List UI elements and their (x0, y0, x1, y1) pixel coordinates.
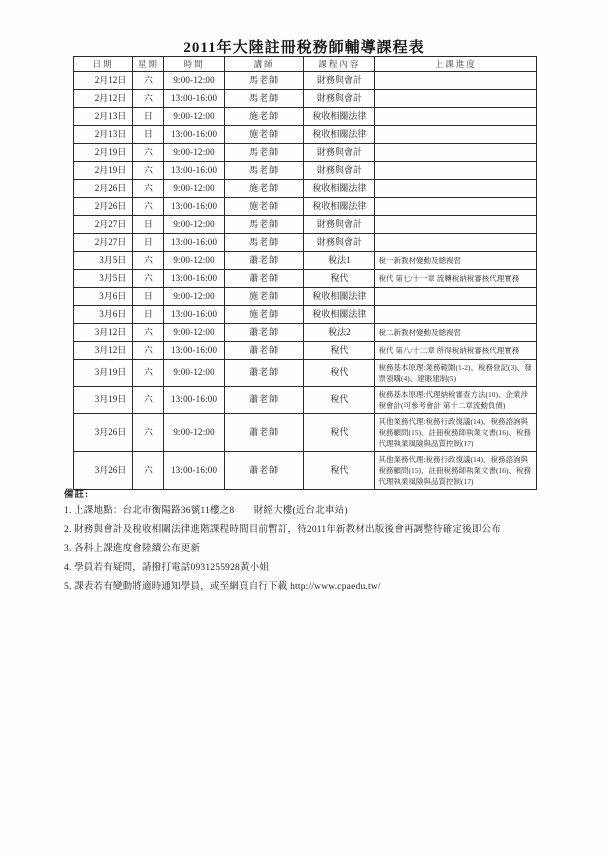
cell-day: 日 (133, 234, 164, 252)
cell-day: 六 (133, 324, 164, 342)
cell-progress (375, 306, 537, 324)
cell-time: 13:00-16:00 (164, 234, 224, 252)
cell-time: 9:00-12:00 (164, 414, 224, 452)
cell-day: 六 (133, 360, 164, 387)
cell-course: 稅收相關法律 (304, 306, 375, 324)
course-schedule-table (73, 56, 537, 490)
cell-teacher: 施老師 (224, 288, 304, 306)
cell-time: 13:00-16:00 (164, 452, 224, 490)
cell-teacher: 施老師 (224, 306, 304, 324)
cell-progress: 稅務基本原理:業務範圍(1-2)、稅務登記(3)、發票領購(4)、建賬建制(5) (375, 360, 537, 387)
cell-date: 2月19日 (74, 162, 133, 180)
table-row (74, 126, 537, 144)
cell-course: 稅收相關法律 (304, 288, 375, 306)
cell-time: 13:00-16:00 (164, 90, 224, 108)
table-row (74, 180, 537, 198)
cell-date: 2月12日 (74, 90, 133, 108)
cell-course: 稅代 (304, 414, 375, 452)
cell-progress (375, 72, 537, 90)
cell-time: 9:00-12:00 (164, 216, 224, 234)
cell-time: 13:00-16:00 (164, 162, 224, 180)
cell-time: 13:00-16:00 (164, 198, 224, 216)
table-row (74, 306, 537, 324)
table-row (74, 198, 537, 216)
table-row (74, 234, 537, 252)
cell-course: 稅收相關法律 (304, 108, 375, 126)
cell-teacher: 蕭老師 (224, 342, 304, 360)
document-title: 2011年大陸註冊稅務師輔導課程表 (183, 40, 425, 56)
cell-progress: 稅一新教材變動及總複習 (375, 252, 537, 270)
cell-teacher: 馬老師 (224, 90, 304, 108)
cell-day: 六 (133, 387, 164, 414)
cell-course: 財務與會計 (304, 90, 375, 108)
cell-course: 稅代 (304, 342, 375, 360)
table-header-row (74, 57, 537, 72)
cell-date: 2月27日 (74, 234, 133, 252)
cell-teacher: 施老師 (224, 198, 304, 216)
header-date: 日期 (74, 57, 133, 72)
cell-teacher: 馬老師 (224, 72, 304, 90)
cell-teacher: 蕭老師 (224, 252, 304, 270)
cell-day: 日 (133, 216, 164, 234)
cell-date: 3月12日 (74, 342, 133, 360)
cell-time: 13:00-16:00 (164, 270, 224, 288)
table-row (74, 216, 537, 234)
cell-time: 9:00-12:00 (164, 180, 224, 198)
cell-course: 稅代 (304, 452, 375, 490)
cell-day: 六 (133, 252, 164, 270)
cell-day: 六 (133, 452, 164, 490)
cell-time: 9:00-12:00 (164, 144, 224, 162)
cell-course: 財務與會計 (304, 216, 375, 234)
cell-progress: 稅二新教材變動及總複習 (375, 324, 537, 342)
cell-teacher: 蕭老師 (224, 387, 304, 414)
cell-day: 日 (133, 306, 164, 324)
notes-label: 備註: (64, 490, 90, 500)
cell-time: 9:00-12:00 (164, 288, 224, 306)
cell-time: 13:00-16:00 (164, 126, 224, 144)
note-item: 3. 各科上課進度會陸續公布更新 (64, 544, 201, 554)
cell-course: 稅收相關法律 (304, 180, 375, 198)
cell-date: 3月19日 (74, 360, 133, 387)
cell-progress: 稅代 第八/十二章 所得稅納稅審核代理實務 (375, 342, 537, 360)
table-row (74, 387, 537, 414)
cell-progress (375, 126, 537, 144)
cell-teacher: 蕭老師 (224, 452, 304, 490)
cell-date: 3月5日 (74, 270, 133, 288)
cell-date: 3月26日 (74, 414, 133, 452)
note-item: 4. 學員若有疑問，請撥打電話0931255928黃小姐 (64, 563, 270, 573)
cell-progress (375, 162, 537, 180)
cell-teacher: 蕭老師 (224, 360, 304, 387)
cell-course: 稅代 (304, 387, 375, 414)
table-row (74, 72, 537, 90)
cell-progress (375, 90, 537, 108)
cell-time: 13:00-16:00 (164, 342, 224, 360)
cell-day: 六 (133, 414, 164, 452)
cell-day: 六 (133, 180, 164, 198)
cell-time: 9:00-12:00 (164, 108, 224, 126)
cell-teacher: 馬老師 (224, 234, 304, 252)
cell-teacher: 馬老師 (224, 162, 304, 180)
cell-teacher: 施老師 (224, 108, 304, 126)
cell-course: 財務與會計 (304, 234, 375, 252)
table-row (74, 108, 537, 126)
cell-time: 9:00-12:00 (164, 360, 224, 387)
cell-teacher: 蕭老師 (224, 270, 304, 288)
cell-date: 3月12日 (74, 324, 133, 342)
schedule-table-body (74, 72, 537, 490)
cell-progress: 其他業務代理:稅務行政復議(14)、稅務諮詢與稅務顧問(15)、註冊稅務師執業文書(16)、稅務代理執業風險與品質控制(17) (375, 414, 537, 452)
cell-date: 3月19日 (74, 387, 133, 414)
cell-course: 財務與會計 (304, 72, 375, 90)
cell-day: 六 (133, 144, 164, 162)
header-day: 星期 (133, 57, 164, 72)
table-row (74, 144, 537, 162)
cell-teacher: 馬老師 (224, 216, 304, 234)
cell-date: 2月13日 (74, 126, 133, 144)
cell-time: 9:00-12:00 (164, 72, 224, 90)
header-time: 時間 (164, 57, 224, 72)
cell-day: 六 (133, 342, 164, 360)
cell-day: 日 (133, 126, 164, 144)
cell-teacher: 蕭老師 (224, 324, 304, 342)
cell-time: 13:00-16:00 (164, 306, 224, 324)
table-row (74, 414, 537, 452)
header-course: 課程內容 (304, 57, 375, 72)
cell-teacher: 馬老師 (224, 144, 304, 162)
cell-date: 2月13日 (74, 108, 133, 126)
cell-teacher: 施老師 (224, 180, 304, 198)
cell-course: 稅代 (304, 270, 375, 288)
cell-progress (375, 288, 537, 306)
cell-progress: 稅務基本原理:代理納稅審查方法(10)、企業涉稅會計(可參考會計 第十二章流動負債) (375, 387, 537, 414)
cell-progress (375, 198, 537, 216)
cell-progress (375, 144, 537, 162)
cell-day: 六 (133, 198, 164, 216)
notes-section (64, 486, 564, 600)
note-item: 2. 財務與會計及稅收相關法律進階課程時間目前暫訂，待2011年新教材出版後會再調整待確定後即公布 (64, 525, 501, 535)
cell-course: 稅代 (304, 360, 375, 387)
cell-day: 日 (133, 108, 164, 126)
note-item: 1. 上課地點：台北市衡陽路36號11樓之8 財經大樓(近台北車站) (64, 506, 348, 516)
cell-date: 2月12日 (74, 72, 133, 90)
cell-date: 2月26日 (74, 198, 133, 216)
cell-progress (375, 180, 537, 198)
cell-time: 9:00-12:00 (164, 324, 224, 342)
table-row (74, 360, 537, 387)
cell-time: 9:00-12:00 (164, 252, 224, 270)
cell-course: 稅收相關法律 (304, 198, 375, 216)
cell-progress (375, 234, 537, 252)
cell-time: 13:00-16:00 (164, 387, 224, 414)
table-row (74, 162, 537, 180)
cell-teacher: 蕭老師 (224, 414, 304, 452)
cell-date: 3月26日 (74, 452, 133, 490)
notes-list (64, 505, 564, 593)
table-row (74, 288, 537, 306)
header-teacher: 講師 (224, 57, 304, 72)
cell-teacher: 施老師 (224, 126, 304, 144)
cell-progress (375, 108, 537, 126)
cell-course: 稅法1 (304, 252, 375, 270)
cell-progress (375, 216, 537, 234)
table-row (74, 252, 537, 270)
cell-course: 財務與會計 (304, 162, 375, 180)
cell-progress: 稅代 第七/十一章 流轉稅納稅審核代理實務 (375, 270, 537, 288)
cell-course: 財務與會計 (304, 144, 375, 162)
cell-date: 2月26日 (74, 180, 133, 198)
cell-date: 3月6日 (74, 288, 133, 306)
table-row (74, 342, 537, 360)
cell-course: 稅收相關法律 (304, 126, 375, 144)
table-row (74, 324, 537, 342)
cell-day: 六 (133, 72, 164, 90)
cell-date: 3月5日 (74, 252, 133, 270)
cell-progress: 其他業務代理:稅務行政復議(14)、稅務諮詢與稅務顧問(15)、註冊稅務師執業文書(16)、稅務代理執業風險與品質控制(17) (375, 452, 537, 490)
cell-day: 六 (133, 90, 164, 108)
table-row (74, 452, 537, 490)
cell-day: 日 (133, 288, 164, 306)
cell-date: 2月27日 (74, 216, 133, 234)
table-row (74, 90, 537, 108)
cell-day: 六 (133, 162, 164, 180)
cell-day: 六 (133, 270, 164, 288)
cell-date: 3月6日 (74, 306, 133, 324)
cell-course: 稅法2 (304, 324, 375, 342)
header-progress: 上課進度 (375, 57, 537, 72)
table-row (74, 270, 537, 288)
cell-date: 2月19日 (74, 144, 133, 162)
note-item: 5. 課表若有變動將適時通知學員，或至網頁自行下載 http://www.cpaedu.tw/ (64, 582, 381, 592)
